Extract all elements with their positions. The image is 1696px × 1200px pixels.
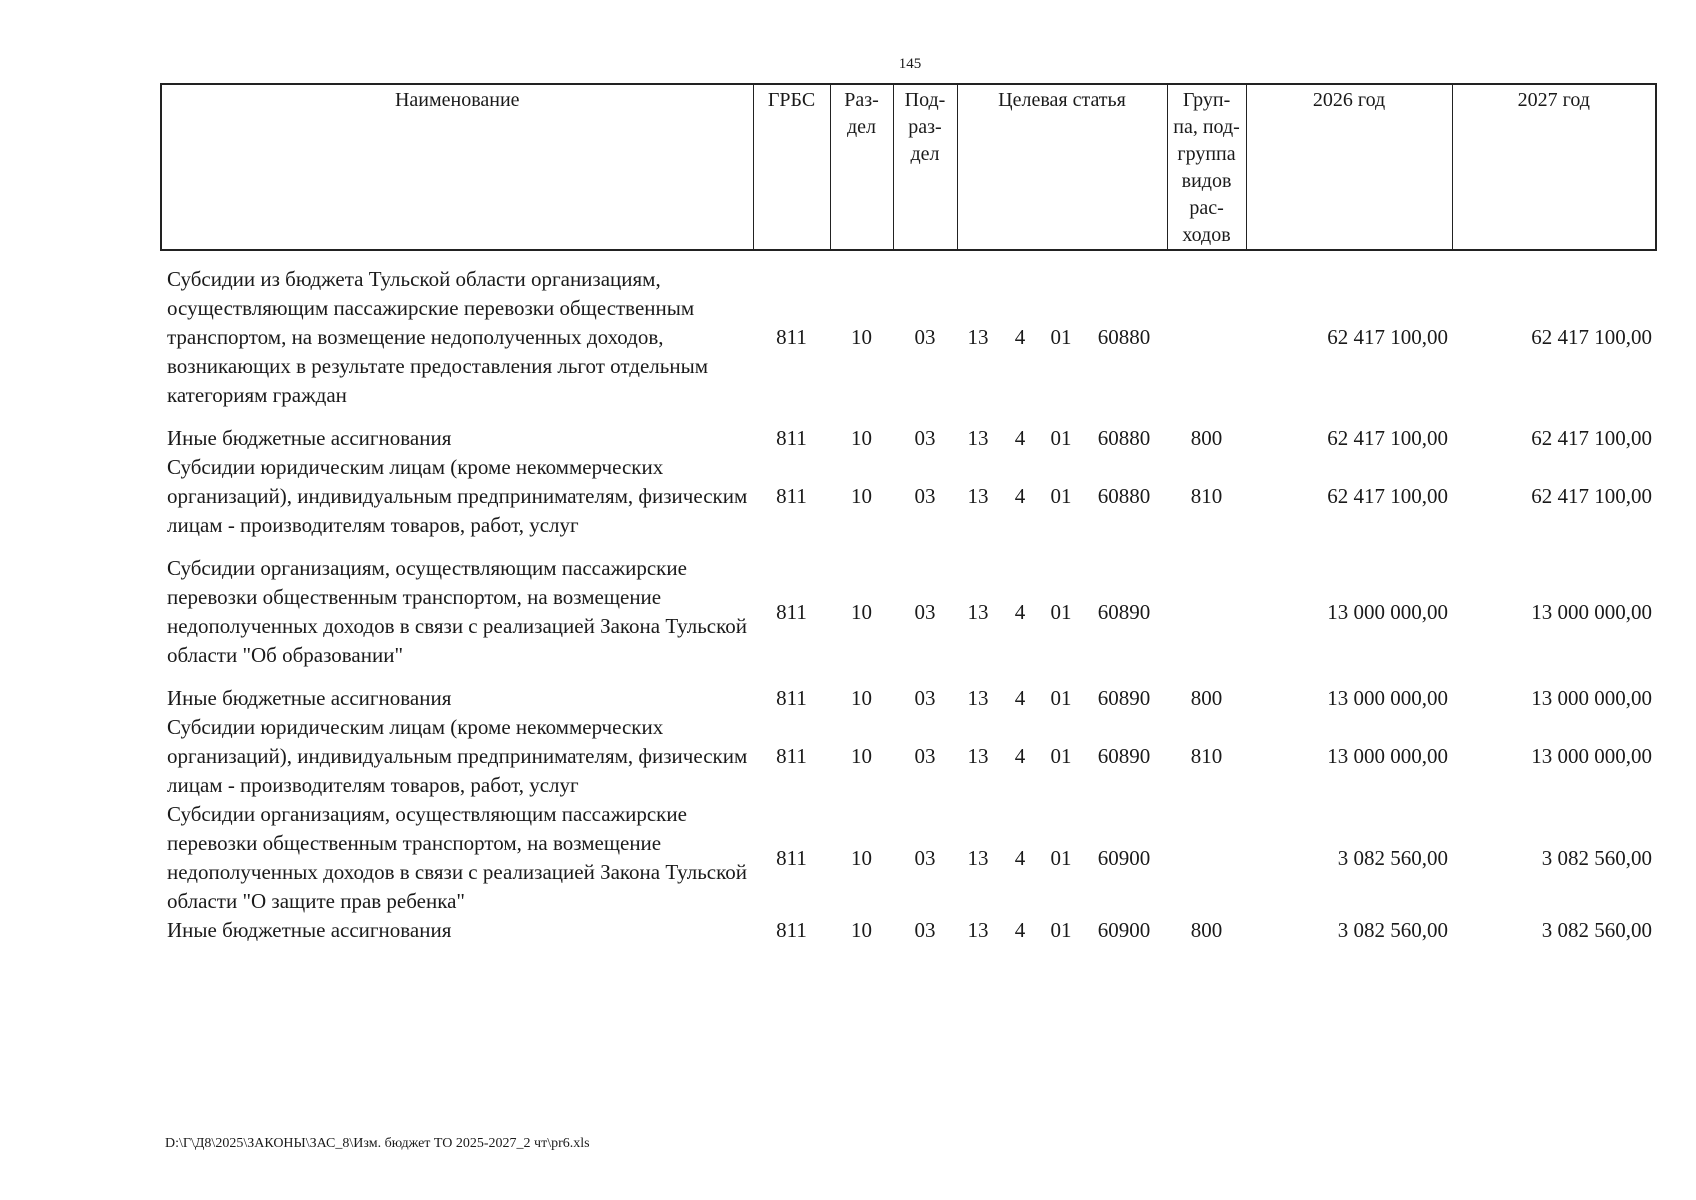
row-target-article-program: 13 (967, 426, 989, 450)
header-grbs-label: ГРБС (767, 89, 816, 111)
row-spacer (161, 410, 1656, 424)
row-target-article-direction: 60880 (1097, 484, 1151, 508)
row-target-article-direction: 60900 (1097, 918, 1151, 942)
row-amount-2026: 13 000 000,00 (1327, 744, 1449, 768)
header-podrazdel-label: Под- раз- дел (904, 89, 946, 165)
row-target-article-type: 4 (1014, 918, 1026, 942)
footer-file-path: D:\Г\Д8\2025\ЗАКОНЫ\ЗАС_8\Изм. бюджет ТО 2025-2027_2 чт\pr6.xls (165, 1136, 590, 1151)
row-expense-group: 810 (1190, 744, 1223, 768)
row-expense-group (1167, 265, 1246, 410)
row-target-article-direction: 60890 (1097, 686, 1151, 710)
row-target-article-program: 13 (967, 599, 989, 624)
row-amount-2026: 62 417 100,00 (1327, 484, 1449, 508)
row-name: Субсидии юридическим лицам (кроме некоммерческих организаций), индивидуальным предпринимателям, физическим лицам - производителям товаров, работ, услуг (167, 715, 748, 797)
table-row (161, 453, 1656, 540)
row-target-article-element: 01 (1050, 599, 1072, 624)
row-spacer (161, 250, 1656, 265)
row-amount-2026: 62 417 100,00 (1327, 426, 1449, 450)
row-target-article-element: 01 (1050, 686, 1072, 710)
page-number: 145 (898, 56, 922, 72)
row-target-article-type: 4 (1014, 325, 1026, 349)
row-name: Субсидии из бюджета Тульской области организациям, осуществляющим пассажирские перевозки общественным транспортом, на возмещение недополученных доходов, возникающих в результате предоставления льгот отдельным категориям граждан (167, 267, 708, 407)
row-grbs: 811 (776, 744, 807, 768)
row-expense-group: 810 (1190, 484, 1223, 508)
row-expense-group: 800 (1190, 686, 1223, 710)
row-spacer-cell (161, 250, 1656, 265)
row-grbs: 811 (776, 686, 807, 710)
header-target-article-label: Целевая статья (998, 89, 1126, 111)
row-amount-2027: 13 000 000,00 (1531, 599, 1653, 624)
row-target-article-type: 4 (1014, 744, 1026, 768)
header-year-2027-label: 2027 год (1517, 89, 1590, 111)
row-podrazdel: 03 (914, 325, 936, 349)
table-row (161, 684, 1656, 713)
table-row (161, 554, 1656, 670)
row-amount-2026: 13 000 000,00 (1327, 686, 1449, 710)
row-expense-group (1167, 554, 1246, 670)
row-amount-2026: 3 082 560,00 (1337, 845, 1449, 870)
row-razdel: 10 (851, 325, 872, 349)
row-podrazdel: 03 (914, 599, 936, 624)
row-podrazdel: 03 (914, 426, 936, 450)
row-target-article-direction: 60890 (1097, 599, 1151, 624)
row-razdel: 10 (851, 744, 872, 768)
row-grbs: 811 (776, 599, 807, 624)
row-razdel: 10 (851, 426, 872, 450)
row-spacer-cell (161, 540, 1656, 554)
row-target-article-program: 13 (967, 918, 989, 942)
row-expense-group: 800 (1190, 918, 1223, 942)
row-target-article-direction: 60890 (1097, 744, 1151, 768)
row-target-article-type: 4 (1014, 426, 1026, 450)
row-amount-2027: 13 000 000,00 (1531, 744, 1653, 768)
row-razdel: 10 (851, 599, 872, 624)
row-spacer (161, 540, 1656, 554)
row-amount-2027: 3 082 560,00 (1541, 918, 1653, 942)
row-target-article-element: 01 (1050, 918, 1072, 942)
row-amount-2027: 62 417 100,00 (1531, 426, 1653, 450)
row-amount-2027: 13 000 000,00 (1531, 686, 1653, 710)
row-spacer-cell (161, 670, 1656, 684)
row-name: Иные бюджетные ассигнования (167, 426, 452, 450)
row-expense-group: 800 (1190, 426, 1223, 450)
row-grbs: 811 (776, 325, 807, 349)
row-amount-2026: 3 082 560,00 (1337, 918, 1449, 942)
row-razdel: 10 (851, 845, 872, 870)
row-name: Иные бюджетные ассигнования (167, 686, 452, 710)
header-year-2026-label: 2026 год (1312, 89, 1386, 111)
row-target-article-element: 01 (1050, 845, 1072, 870)
header-podrazdel (893, 84, 957, 250)
table-row (161, 265, 1656, 410)
row-target-article-program: 13 (967, 484, 989, 508)
row-grbs: 811 (776, 845, 807, 870)
header-target-article (957, 84, 1167, 250)
row-target-article-element: 01 (1050, 325, 1072, 349)
header-name (161, 84, 753, 250)
row-target-article-direction: 60880 (1097, 426, 1151, 450)
header-year-2026 (1246, 84, 1452, 250)
row-target-article-element: 01 (1050, 484, 1072, 508)
row-spacer-cell (161, 410, 1656, 424)
header-year-2027 (1452, 84, 1656, 250)
row-target-article-type: 4 (1014, 686, 1026, 710)
row-amount-2027: 62 417 100,00 (1531, 484, 1653, 508)
header-grbs (753, 84, 830, 250)
header-razdel (830, 84, 893, 250)
row-name: Иные бюджетные ассигнования (167, 918, 452, 942)
row-target-article-program: 13 (967, 325, 989, 349)
row-target-article-element: 01 (1050, 426, 1072, 450)
header-group (1167, 84, 1246, 250)
row-podrazdel: 03 (914, 686, 936, 710)
row-razdel: 10 (851, 686, 872, 710)
header-name-label: Наименование (394, 89, 520, 111)
row-target-article-element: 01 (1050, 744, 1072, 768)
row-spacer (161, 670, 1656, 684)
table-header (161, 84, 1656, 250)
row-name: Субсидии организациям, осуществляющим пассажирские перевозки общественным транспортом, на возмещение недополученных доходов в связи с реализацией Закона Тульской области "О защите прав ребенка" (167, 802, 747, 913)
row-amount-2026: 62 417 100,00 (1327, 325, 1449, 349)
row-podrazdel: 03 (914, 484, 936, 508)
header-group-label: Груп- па, под- группа видов рас- ходов (1173, 89, 1240, 246)
row-target-article-type: 4 (1014, 484, 1026, 508)
table-row (161, 916, 1656, 945)
row-amount-2026: 13 000 000,00 (1327, 599, 1449, 624)
row-name: Субсидии юридическим лицам (кроме некоммерческих организаций), индивидуальным предпринимателям, физическим лицам - производителям товаров, работ, услуг (167, 455, 748, 537)
row-podrazdel: 03 (914, 845, 936, 870)
table-body (161, 250, 1656, 945)
row-amount-2027: 3 082 560,00 (1541, 845, 1653, 870)
row-grbs: 811 (776, 918, 807, 942)
row-target-article-program: 13 (967, 744, 989, 768)
row-target-article-type: 4 (1014, 599, 1026, 624)
row-grbs: 811 (776, 484, 807, 508)
row-razdel: 10 (851, 918, 872, 942)
row-grbs: 811 (776, 426, 807, 450)
row-target-article-direction: 60880 (1097, 325, 1151, 349)
row-name: Субсидии организациям, осуществляющим пассажирские перевозки общественным транспортом, на возмещение недополученных доходов в связи с реализацией Закона Тульской области "Об образовании" (167, 556, 747, 667)
row-podrazdel: 03 (914, 918, 936, 942)
row-razdel: 10 (851, 484, 872, 508)
table-row (161, 800, 1656, 916)
row-expense-group (1167, 800, 1246, 916)
row-amount-2027: 62 417 100,00 (1531, 325, 1653, 349)
budget-table (160, 83, 1657, 945)
header-razdel-label: Раз- дел (844, 89, 879, 138)
row-podrazdel: 03 (914, 744, 936, 768)
row-target-article-direction: 60900 (1097, 845, 1151, 870)
row-target-article-program: 13 (967, 845, 989, 870)
table-row (161, 424, 1656, 453)
table-row (161, 713, 1656, 800)
row-target-article-type: 4 (1014, 845, 1026, 870)
row-target-article-program: 13 (967, 686, 989, 710)
